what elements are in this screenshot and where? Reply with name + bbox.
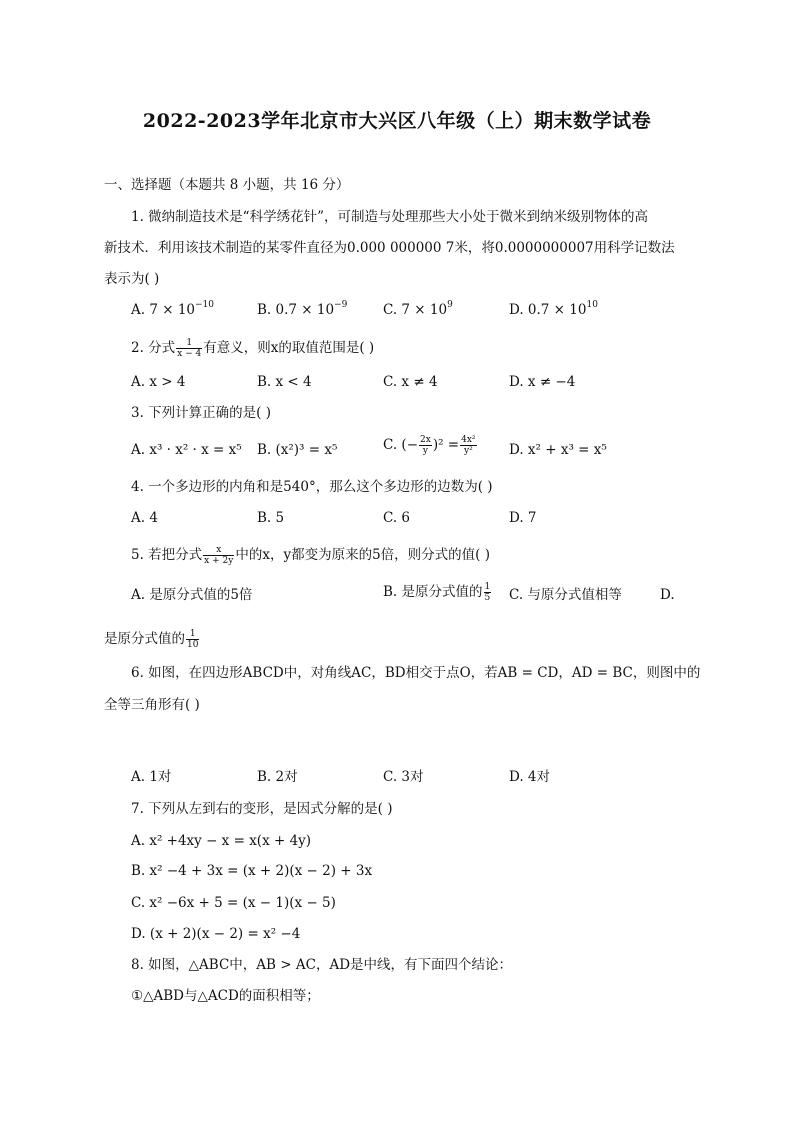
q5-option-a: A. 是原分式值的5倍 [131, 587, 253, 603]
q1-line1: 1. 微纳制造技术是“科学绣花针”，可制造与处理那些大小处于微米到纳米级别物体的高 [131, 209, 648, 225]
q2-option-a: A. x > 4 [131, 374, 186, 390]
q3-option-c: C. (− $\frac{2x}{y}$ )² = $\frac{\text{4x²}}{\text{y²}}$ [383, 435, 476, 456]
q1-line2: 新技术．利用该技术制造的某零件直径为0.000 000000 7米，将0.0000000007用科学记数法 [104, 240, 675, 256]
q6-line1: 6. 如图，在四边形ABCD中，对角线AC，BD相交于点O，若AB = CD，AD = BC，则图中的 [131, 665, 701, 681]
q1-option-b: B. $0.7 \times 10^{-9}$ [257, 300, 348, 318]
q6-option-a: A. 1对 [131, 769, 172, 785]
q3-option-a: A. x³ · x² · x = x⁵ [131, 442, 242, 458]
q4-option-b: B. 5 [257, 510, 285, 526]
q7-option-c: C. x² −6x + 5 = (x − 1)(x − 5) [131, 895, 336, 911]
q7-option-d: D. (x + 2)(x − 2) = x² −4 [131, 926, 301, 942]
q5-stem: 5. 若把分式 $\frac{x}{x + 2y}$ 中的x，y都变为原来的5倍，则分式的值( ) [131, 545, 490, 566]
q2-fraction: $\frac{1}{x - 4}$ [177, 338, 202, 359]
q4-option-a: A. 4 [131, 510, 158, 526]
section-heading: 一、选择题（本题共 8 小题，共 16 分） [104, 177, 350, 193]
q3-stem: 3. 下列计算正确的是( ) [131, 405, 271, 421]
q5-option-d: D. [660, 587, 675, 603]
q7-option-b: B. x² −4 + 3x = (x + 2)(x − 2) + 3x [131, 863, 373, 879]
q6-option-b: B. 2对 [257, 769, 298, 785]
q1-option-c: C. $7 \times 10^9$ [383, 300, 453, 318]
q6-line2: 全等三角形有( ) [104, 697, 200, 713]
q1-option-d: D. $0.7 \times 10^{10}$ [509, 300, 598, 318]
q8-stem: 8. 如图，△ABC中，AB > AC，AD是中线，有下面四个结论： [131, 957, 513, 973]
q2-option-d: D. x ≠ −4 [509, 374, 576, 390]
q5-fraction: $\frac{x}{x + 2y}$ [204, 545, 234, 566]
q4-stem: 4. 一个多边形的内角和是540°，那么这个多边形的边数为( ) [131, 479, 493, 495]
q2-option-c: C. x ≠ 4 [383, 374, 438, 390]
q2-option-b: B. x < 4 [257, 374, 312, 390]
q5-option-c: C. 与原分式值相等 [509, 587, 622, 603]
q4-option-c: C. 6 [383, 510, 411, 526]
q3-option-b: B. (x²)³ = x⁵ [257, 442, 338, 458]
q4-option-d: D. 7 [509, 510, 537, 526]
q7-option-a: A. x² +4xy − x = x(x + 4y) [131, 833, 312, 849]
q7-stem: 7. 下列从左到右的变形，是因式分解的是( ) [131, 801, 393, 817]
q2-stem: 2. 分式 $\frac{1}{x - 4}$ 有意义，则x的取值范围是( ) [131, 338, 375, 359]
q5-option-b: B. 是原分式值的 $\frac{1}{5}$ [383, 582, 491, 603]
q6-option-d: D. 4对 [509, 769, 551, 785]
q6-option-c: C. 3对 [383, 769, 424, 785]
q5-option-d-text: 是原分式值的 $\frac{1}{10}$ [104, 629, 199, 650]
page-title: 2022-2023学年北京市大兴区八年级（上）期末数学试卷 [142, 110, 652, 132]
q1-line3: 表示为( ) [104, 271, 160, 287]
q3-option-d: D. x² + x³ = x⁵ [509, 442, 607, 458]
q8-statement-1: ①△ABD与△ACD的面积相等； [131, 988, 320, 1004]
q1-option-a: A. $7 \times 10^{-10}$ [131, 300, 214, 318]
